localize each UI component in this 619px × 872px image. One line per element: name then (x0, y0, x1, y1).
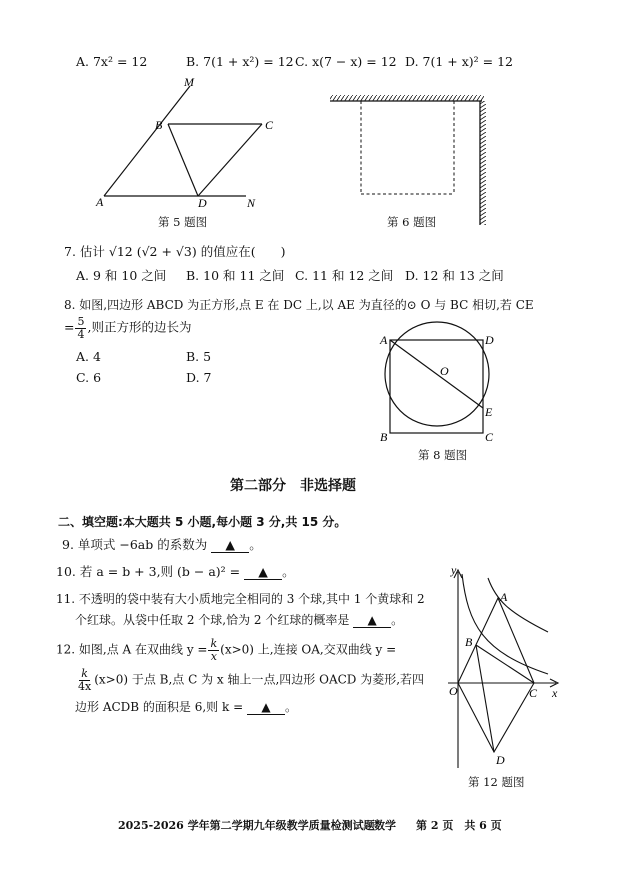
fig12-label-d: D (496, 753, 505, 767)
q9-text: 9. 单项式 −6ab 的系数为 (62, 537, 208, 552)
footer-page-number: 第 2 页 共 6 页 (416, 819, 502, 832)
q7-stem: 7. 估计 √12 (√2 + √3) 的值应在( ) (64, 244, 286, 259)
fig8-label-o: O (440, 364, 449, 378)
fig5-label-n: N (247, 196, 256, 210)
q7-option-a: A. 9 和 10 之间 (76, 268, 167, 283)
q10-text: 10. 若 a = b + 3,则 (b − a)² = (56, 564, 241, 579)
q12-fraction-2-numerator: k (81, 667, 88, 680)
q8-stem-line1: 8. 如图,四边形 ABCD 为正方形,点 E 在 DC 上,以 AE 为直径的⊙ O 与 BC 相切,若 CE (64, 298, 534, 312)
fig12-label-y: y (451, 563, 457, 577)
section2-heading: 二、填空题:本大题共 5 小题,每小题 3 分,共 15 分。 (58, 515, 347, 529)
part2-title: 第二部分 非选择题 (230, 478, 356, 494)
fig5-label-d: D (198, 196, 207, 210)
q7-option-b: B. 10 和 11 之间 (186, 268, 285, 283)
figure-12-caption: 第 12 题图 (468, 775, 525, 789)
fig12-label-a: A (500, 590, 508, 604)
fig5-label-c: C (265, 118, 274, 132)
q12-fraction-2-denominator: 4x (78, 679, 92, 693)
fig12-label-x: x (552, 686, 558, 700)
figure-5-caption: 第 5 题图 (158, 215, 208, 229)
q11-blank-marker: ▲ (367, 613, 377, 627)
q10-blank-marker: ▲ (258, 564, 268, 579)
fig8-label-a: A (380, 333, 388, 347)
q11-end: 。 (391, 613, 404, 627)
q12-line1-suffix: (x>0) 上,连接 OA,交双曲线 y = (220, 642, 397, 657)
figure-8-caption: 第 8 题图 (418, 448, 468, 462)
q8-equals: = (64, 319, 75, 335)
footer-exam-title: 2025-2026 学年第二学期九年级教学质量检测试题 (118, 819, 375, 832)
fig8-label-b: B (380, 430, 388, 444)
fig5-label-b: B (155, 118, 163, 132)
fig12-label-o: O (449, 684, 458, 698)
footer-subject: 数学 (374, 819, 396, 832)
q6-option-a: A. 7x² = 12 (76, 54, 148, 69)
q6-option-c: C. x(7 − x) = 12 (295, 54, 397, 69)
q11-line2-text: 个红球。从袋中任取 2 个球,恰为 2 个红球的概率是 (75, 613, 350, 627)
q8-fraction-numerator: 5 (77, 315, 85, 328)
q12-fraction-1-denominator: x (210, 649, 217, 663)
fig12-label-b: B (465, 635, 473, 649)
q12-end: 。 (284, 700, 297, 714)
q10-end: 。 (282, 564, 295, 579)
q12-blank-marker: ▲ (261, 700, 271, 714)
fig12-label-c: C (529, 686, 538, 700)
q8-stem-suffix: ,则正方形的边长为 (87, 319, 192, 335)
q12-line1-prefix: 12. 如图,点 A 在双曲线 y = (56, 642, 208, 657)
q8-option-b: B. 5 (186, 349, 212, 364)
q12-fraction-1-numerator: k (210, 637, 218, 650)
q12-line2-suffix: (x>0) 于点 B,点 C 为 x 轴上一点,四边形 OACD 为菱形,若四 (94, 672, 425, 687)
q8-fraction-denominator: 4 (77, 327, 85, 341)
q11-line1: 11. 不透明的袋中装有大小质地完全相同的 3 个球,其中 1 个黄球和 2 (56, 592, 425, 606)
q7-option-c: C. 11 和 12 之间 (295, 268, 394, 283)
fig8-label-e: E (485, 405, 493, 419)
fig5-label-a: A (96, 195, 104, 209)
q8-option-a: A. 4 (76, 349, 101, 364)
q12-line3-text: 边形 ACDB 的面积是 6,则 k = (75, 700, 244, 714)
q8-option-c: C. 6 (76, 370, 102, 385)
fig8-label-c: C (485, 430, 494, 444)
figure-6-caption: 第 6 题图 (387, 215, 437, 229)
q6-option-d: D. 7(1 + x)² = 12 (405, 54, 513, 69)
fig5-label-m: M (184, 75, 194, 89)
q9-blank-marker: ▲ (225, 537, 236, 552)
fig8-label-d: D (485, 333, 494, 347)
q9-end: 。 (249, 537, 262, 552)
q8-option-d: D. 7 (186, 370, 212, 385)
q6-option-b: B. 7(1 + x²) = 12 (186, 54, 294, 69)
q7-option-d: D. 12 和 13 之间 (405, 268, 504, 283)
